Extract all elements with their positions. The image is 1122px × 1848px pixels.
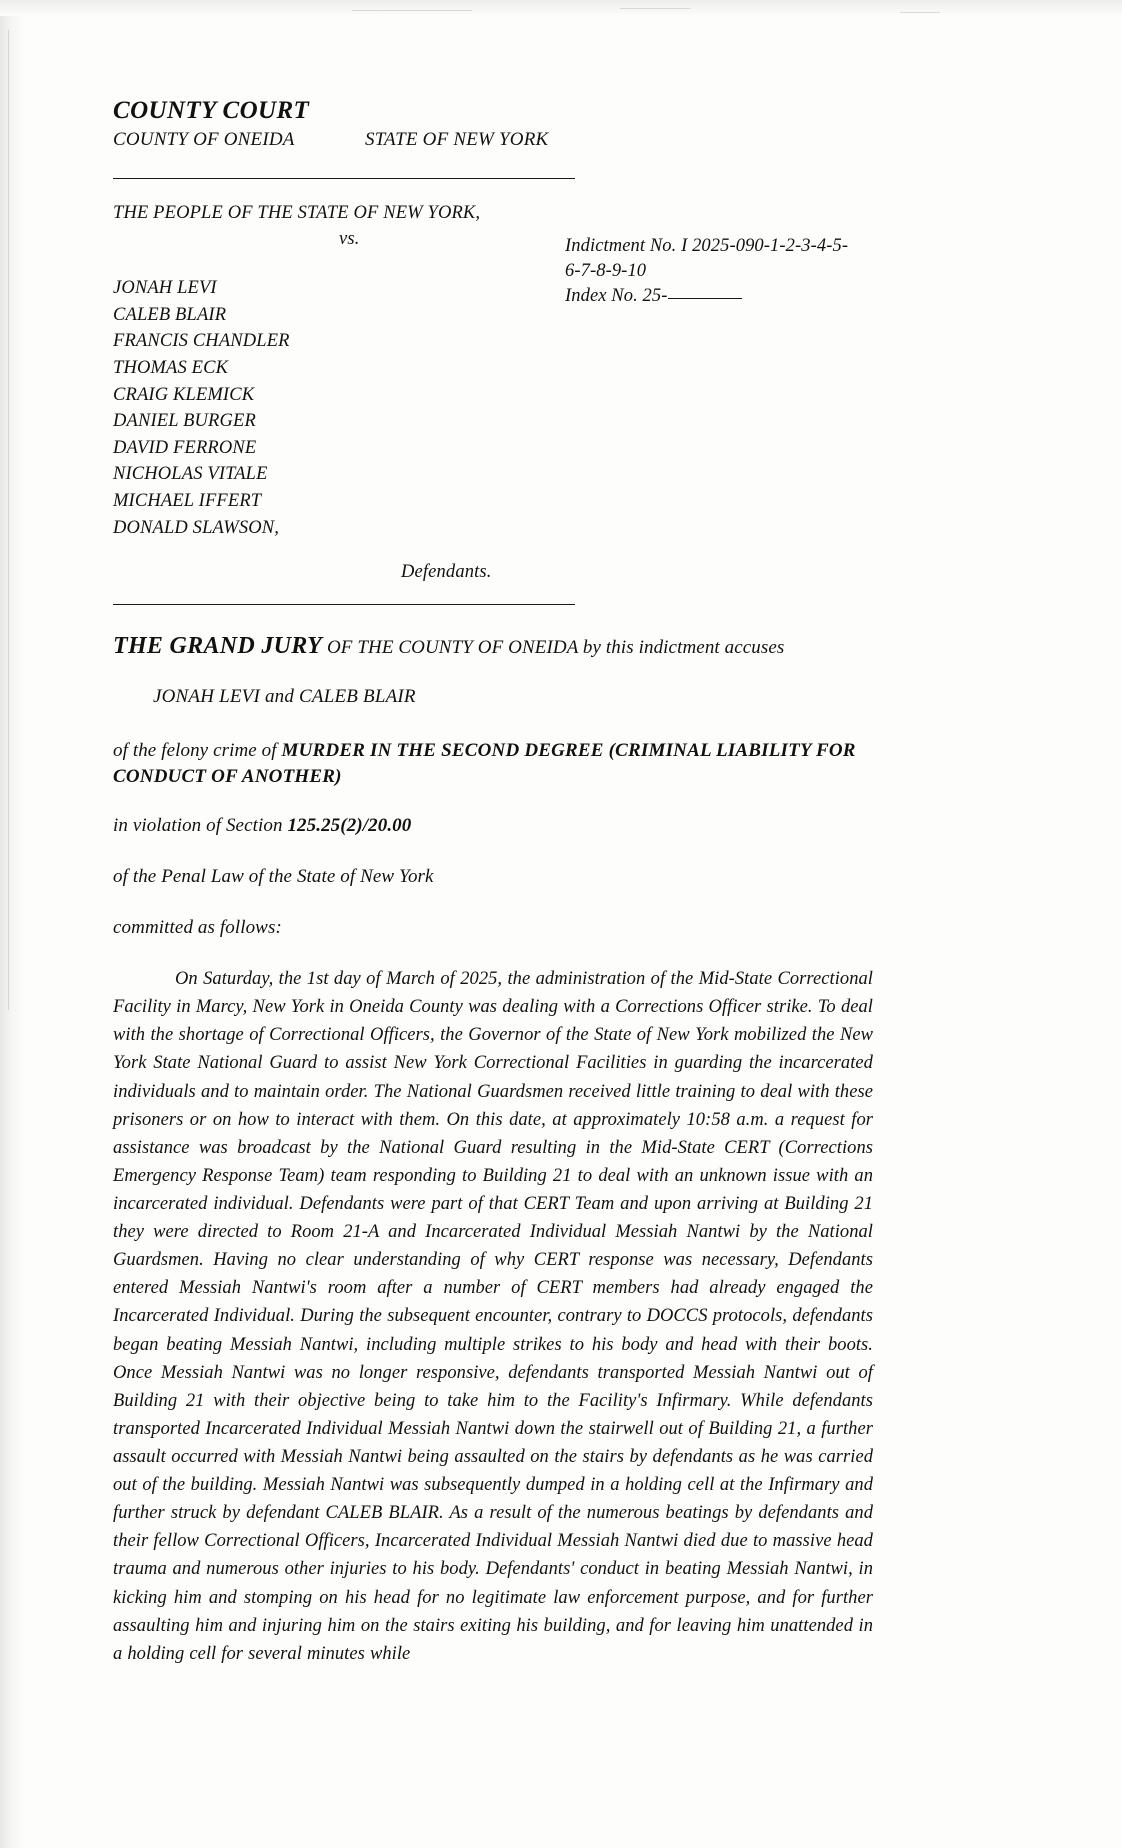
docket-block: [565, 234, 895, 309]
scan-speck: [352, 10, 472, 11]
case-caption: [113, 200, 873, 586]
page-title: COUNTY COURT: [113, 97, 310, 124]
list-item: JONAH LEVI: [113, 278, 217, 298]
document-body: [113, 96, 873, 1668]
list-item: NICHOLAS VITALE: [113, 464, 268, 485]
grand-jury-rest: OF THE COUNTY OF ONEIDA by this indictment accuses: [322, 636, 785, 658]
charge-name: MURDER IN THE SECOND DEGREE (CRIMINAL LIABILITY FOR CONDUCT OF ANOTHER): [113, 739, 856, 787]
statute-prefix: in violation of Section: [113, 815, 288, 837]
grand-jury-heading: [113, 633, 873, 660]
committed-as-follows-line: committed as follows:: [113, 917, 282, 939]
list-item: CALEB BLAIR: [113, 304, 227, 325]
county-label: COUNTY OF ONEIDA: [113, 129, 295, 150]
charge-prefix: of the felony crime of: [113, 739, 282, 761]
index-number-line: [565, 284, 895, 309]
accused-names: JONAH LEVI and CALEB BLAIR: [153, 685, 416, 707]
scan-left-streak: [8, 30, 9, 1010]
versus-label: vs.: [339, 229, 360, 250]
defendant-name-list: [113, 275, 873, 541]
indictment-number-line-1: Indictment No. I 2025-090-1-2-3-4-5-: [565, 235, 849, 256]
indictment-number-line-2: 6-7-8-9-10: [565, 260, 647, 281]
defendants-label: Defendants.: [401, 562, 492, 583]
court-subheading: [113, 128, 873, 152]
scan-left-shadow: [0, 0, 26, 1848]
grand-jury-lead: THE GRAND JURY: [113, 632, 323, 659]
caption-divider-top: [113, 178, 575, 179]
statute-citation: 125.25(2)/20.00: [287, 815, 412, 837]
index-number-label: Index No. 25-: [565, 286, 668, 307]
scan-top-shadow: [0, 0, 1122, 16]
scan-speck: [900, 12, 940, 13]
list-item: THOMAS ECK: [113, 357, 229, 378]
charge-line: [113, 738, 873, 789]
narrative-paragraph: On Saturday, the 1st day of March of 2025, the administration of the Mid-State Correctional Facility in Marcy, New York in Oneida County was dealing with a Corrections Officer strike. To deal with the shortage of Correctional Officers, the Governor of the State of New York mobilized the New York State National Guard to assist New York Correctional Facilities in guarding the incarcerated individuals and to maintain order. The National Guardsmen received little training to deal with these prisoners or on how to interact with them. On this date, at approximately 10:58 a.m. a request for assistance was broadcast by the National Guard resulting in the Mid-State CERT (Corrections Emergency Response Team) team responding to Building 21 to deal with an unknown issue with an incarcerated individual. Defendants were part of that CERT Team and upon arriving at Building 21 they were directed to Room 21-A and Incarcerated Individual Messiah Nantwi by the National Guardsmen. Having no clear understanding of why CERT response was necessary, Defendants entered Messiah Nantwi's room after a number of CERT members had already engaged the Incarcerated Individual. During the subsequent encounter, contrary to DOCCS protocols, defendants began beating Messiah Nantwi, including multiple strikes to his body and head with their boots. Once Messiah Nantwi was no longer responsive, defendants transported Messiah Nantwi out of Building 21 with their objective being to take him to the Facility's Infirmary. While defendants transported Incarcerated Individual Messiah Nantwi down the stairwell out of Building 21, a further assault occurred with Messiah Nantwi being assaulted on the stairs by defendants as he was carried out of the building. Messiah Nantwi was subsequently dumped in a holding cell at the Infirmary and further struck by defendant CALEB BLAIR. As a result of the numerous beatings by defendants and their fellow Correctional Officers, Incarcerated Individual Messiah Nantwi died due to massive head trauma and numerous other injuries to his body. Defendants' conduct in beating Messiah Nantwi, in kicking him and stomping on his head for no legitimate law enforcement purpose, and for further assaulting him and injuring him on the stairs exiting his building, and for leaving him unattended in a holding cell for several minutes while: [113, 969, 873, 1664]
plaintiff-line: THE PEOPLE OF THE STATE OF NEW YORK,: [113, 202, 481, 223]
list-item: DONALD SLAWSON,: [113, 517, 280, 538]
statute-line: [113, 815, 873, 837]
list-item: DAVID FERRONE: [113, 437, 257, 458]
penal-law-line: of the Penal Law of the State of New York: [113, 866, 434, 888]
index-number-blank: [668, 298, 742, 299]
list-item: CRAIG KLEMICK: [113, 384, 255, 405]
scan-speck: [620, 8, 690, 9]
state-label: STATE OF NEW YORK: [365, 129, 549, 150]
caption-divider-bottom: [113, 604, 575, 605]
list-item: FRANCIS CHANDLER: [113, 331, 290, 352]
list-item: DANIEL BURGER: [113, 411, 256, 432]
list-item: MICHAEL IFFERT: [113, 491, 262, 511]
